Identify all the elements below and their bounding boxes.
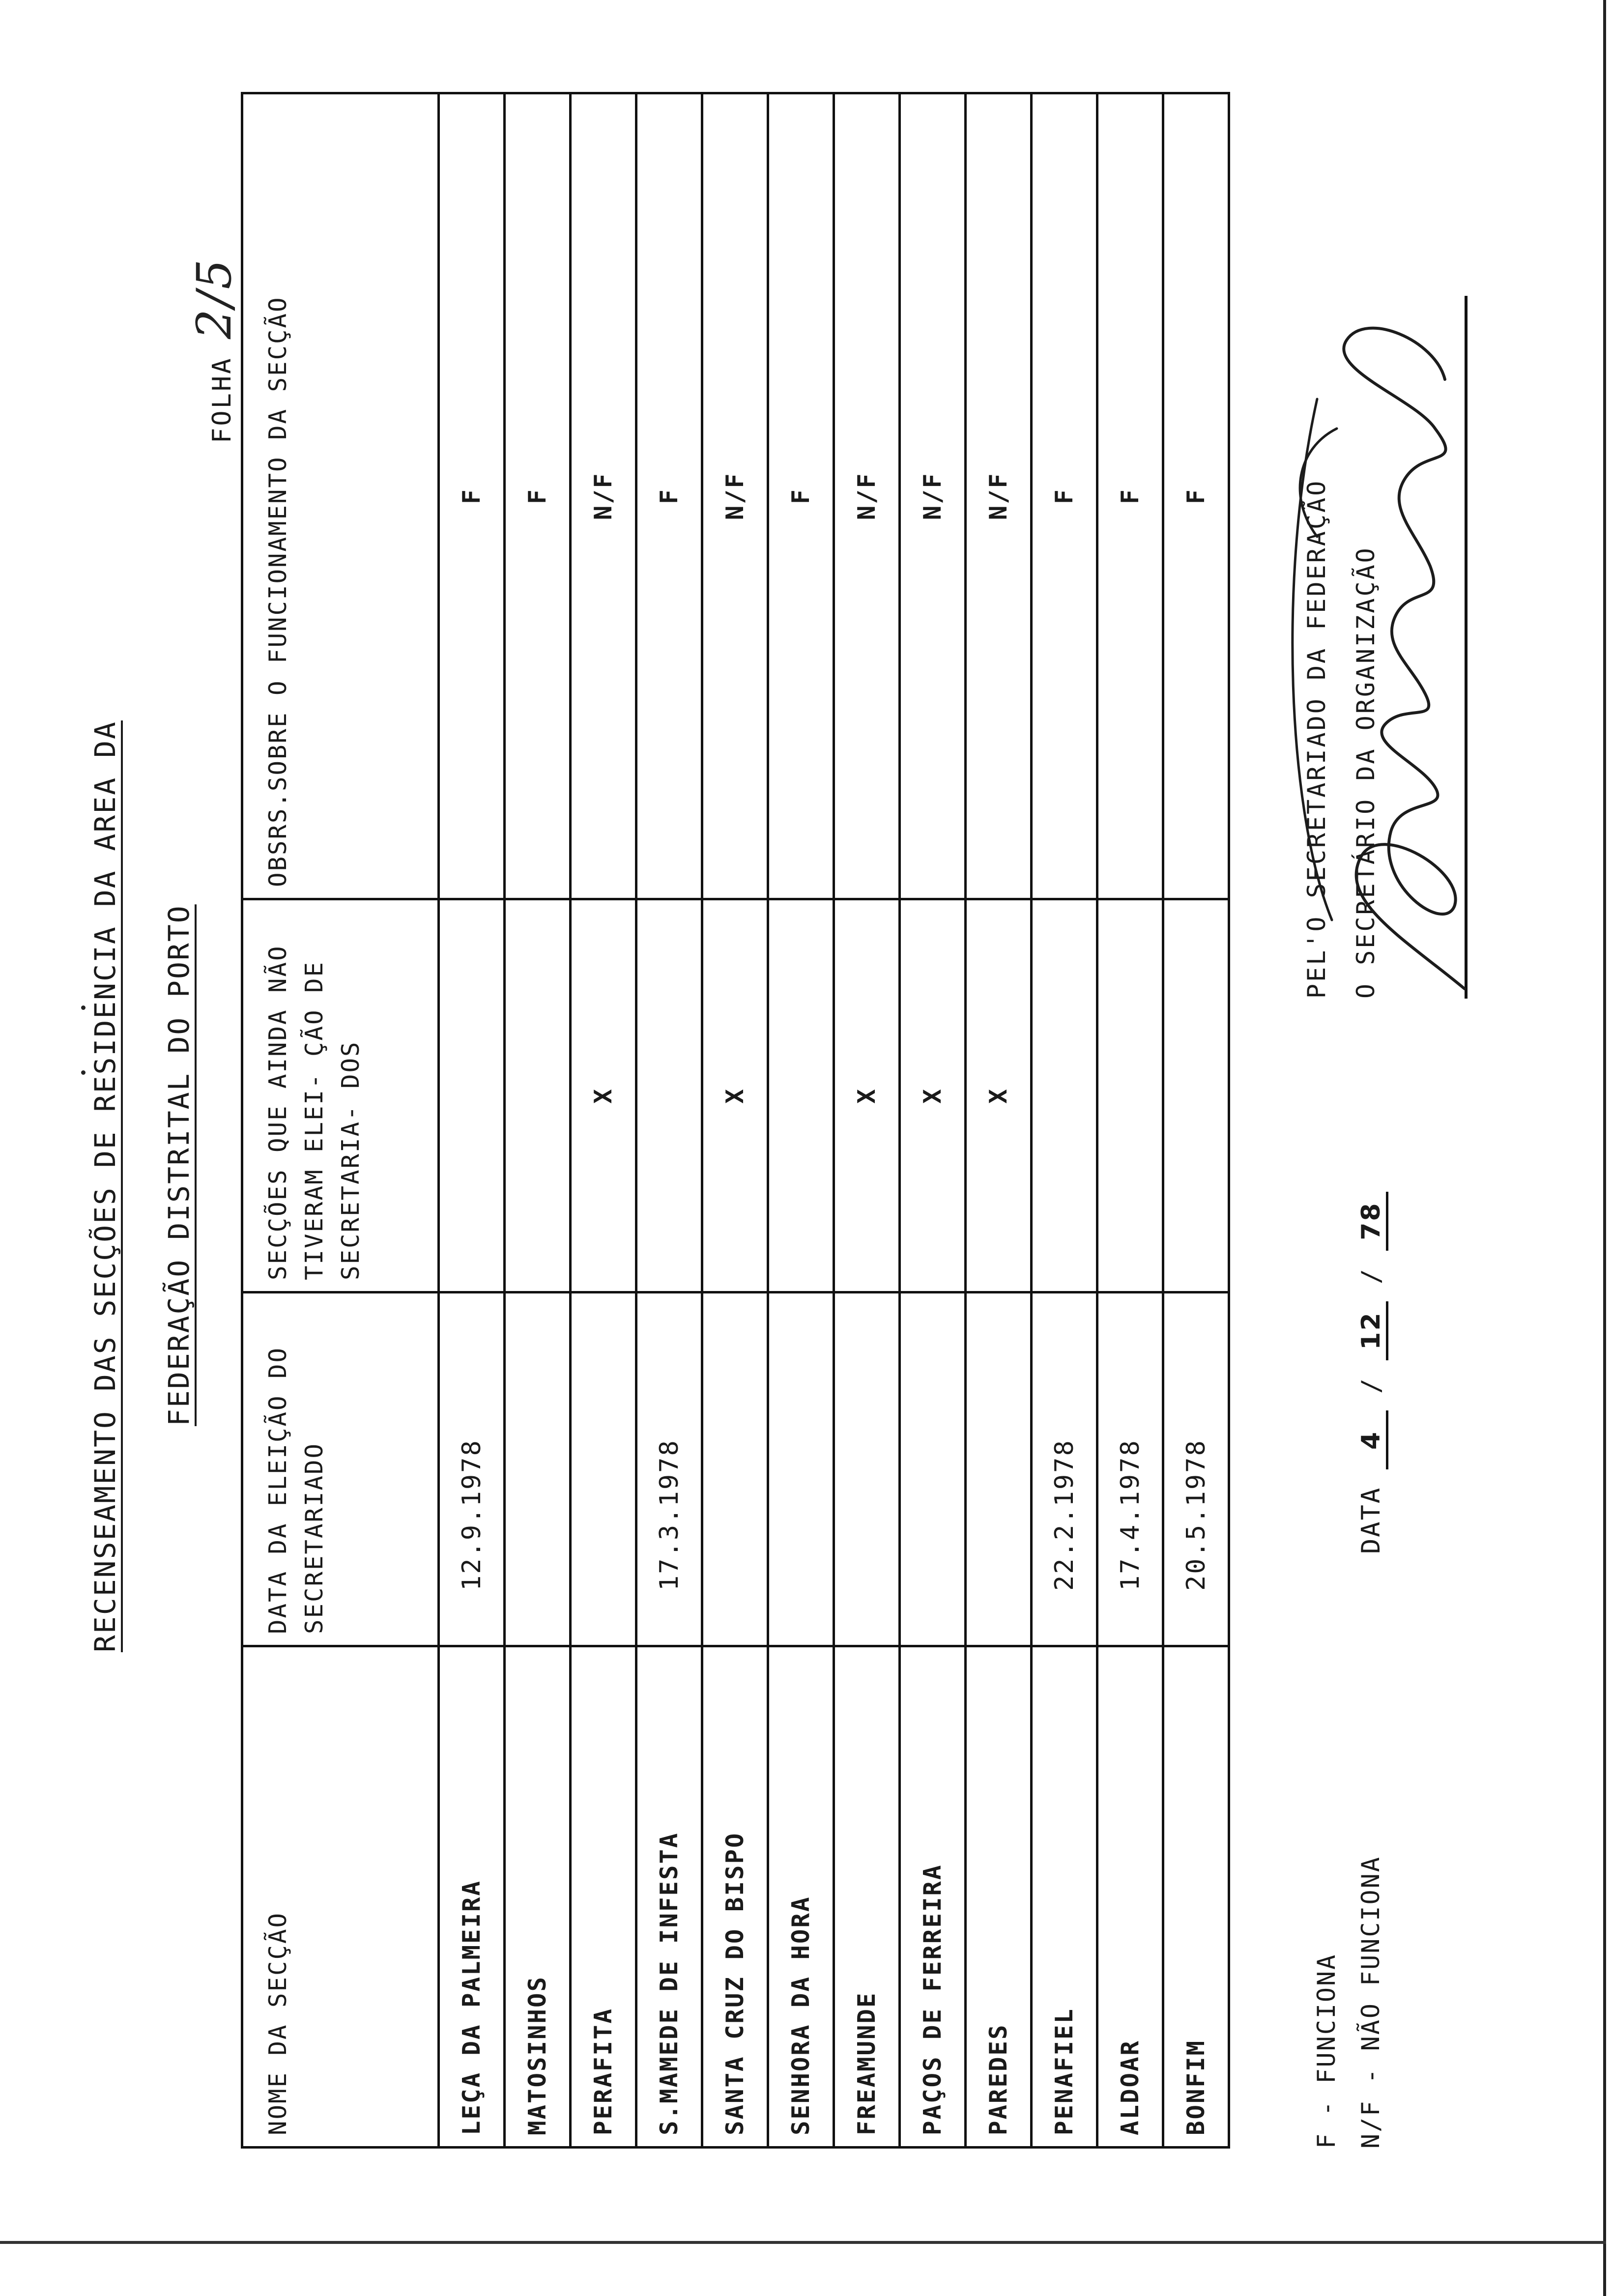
cell-section-name: PERAFITA xyxy=(571,1646,636,2148)
sections-table xyxy=(241,92,1230,2149)
cell-election-date xyxy=(966,1292,1032,1646)
cell-observation: F xyxy=(505,93,571,899)
folha-field xyxy=(187,258,242,443)
cell-section-name: SENHORA DA HORA xyxy=(768,1646,834,2148)
cell-section-name: MATOSINHOS xyxy=(505,1646,571,2148)
cell-no-election-mark xyxy=(1097,899,1163,1292)
cell-no-election-mark xyxy=(636,899,702,1292)
table-row xyxy=(439,93,505,2148)
cell-observation: N/F xyxy=(702,93,768,899)
cell-election-date: 17.3.1978 xyxy=(636,1292,702,1646)
date-day: 4 xyxy=(1356,1410,1388,1469)
cell-section-name: LEÇA DA PALMEIRA xyxy=(439,1646,505,2148)
cell-observation: F xyxy=(1097,93,1163,899)
cell-observation: N/F xyxy=(834,93,900,899)
handwritten-signature xyxy=(1258,281,1494,1018)
cell-section-name: S.MAMEDE DE INFESTA xyxy=(636,1646,702,2148)
table-header-row xyxy=(242,93,439,2148)
column-header-no-election: SECÇÕES QUE AINDA NÃO TIVERAM ELEI- ÇÃO DE SECRETARIA- DOS xyxy=(242,899,439,1292)
cell-election-date: 12.9.1978 xyxy=(439,1292,505,1646)
cell-section-name: BONFIM xyxy=(1163,1646,1229,2148)
cell-observation: N/F xyxy=(571,93,636,899)
cell-observation: F xyxy=(439,93,505,899)
cell-section-name: ALDOAR xyxy=(1097,1646,1163,2148)
table-row xyxy=(636,93,702,2148)
cell-section-name: PAREDES xyxy=(966,1646,1032,2148)
folha-label: FOLHA xyxy=(207,356,237,443)
cell-no-election-mark xyxy=(505,899,571,1292)
cell-observation: F xyxy=(636,93,702,899)
column-header-name: NOME DA SECÇÃO xyxy=(242,1646,439,2148)
table-row xyxy=(505,93,571,2148)
cell-election-date: 22.2.1978 xyxy=(1032,1292,1097,1646)
cell-no-election-mark xyxy=(1032,899,1097,1292)
title-line-2: FEDERAÇÃO DISTRITAL DO PORTO xyxy=(162,904,196,1426)
cell-election-date xyxy=(571,1292,636,1646)
cell-no-election-mark: X xyxy=(571,899,636,1292)
column-header-observations: OBSRS.SOBRE O FUNCIONAMENTO DA SECÇÃO xyxy=(242,93,439,899)
table-row xyxy=(900,93,966,2148)
cell-section-name: FREAMUNDE xyxy=(834,1646,900,2148)
folha-number: 2/5 xyxy=(187,257,242,340)
cell-election-date: 17.4.1978 xyxy=(1097,1292,1163,1646)
cell-no-election-mark xyxy=(439,899,505,1292)
cell-observation: N/F xyxy=(966,93,1032,899)
cell-section-name: PAÇOS DE FERREIRA xyxy=(900,1646,966,2148)
cell-no-election-mark: X xyxy=(702,899,768,1292)
date-month: 12 xyxy=(1356,1301,1388,1360)
table-row xyxy=(702,93,768,2148)
table-row xyxy=(966,93,1032,2148)
table-row xyxy=(834,93,900,2148)
legend-funciona: F - FUNCIONA xyxy=(1312,1953,1341,2149)
signature-line-2: O SECRETÁRIO DA ORGANIZAÇÃO xyxy=(1352,546,1380,999)
cell-election-date: 20.5.1978 xyxy=(1163,1292,1229,1646)
table-row xyxy=(571,93,636,2148)
table-row xyxy=(1163,93,1229,2148)
legend-nao-funciona: N/F - NÃO FUNCIONA xyxy=(1356,1856,1385,2149)
table-row xyxy=(768,93,834,2148)
cell-election-date xyxy=(702,1292,768,1646)
cell-election-date xyxy=(505,1292,571,1646)
cell-section-name: SANTA CRUZ DO BISPO xyxy=(702,1646,768,2148)
cell-no-election-mark: X xyxy=(834,899,900,1292)
table-body xyxy=(439,93,1229,2148)
title-line-1: RECENSEAMENTO DAS SECÇÕES DE RESIDENCIA DA AREA DA xyxy=(88,720,122,1652)
cell-election-date xyxy=(834,1292,900,1646)
cell-no-election-mark xyxy=(1163,899,1229,1292)
column-header-date: DATA DA ELEIÇÃO DO SECRETARIADO xyxy=(242,1292,439,1646)
cell-no-election-mark: X xyxy=(966,899,1032,1292)
cell-observation: F xyxy=(1032,93,1097,899)
table-row xyxy=(1097,93,1163,2148)
cell-election-date xyxy=(900,1292,966,1646)
date-label: DATA xyxy=(1356,1486,1386,1554)
cell-observation: N/F xyxy=(900,93,966,899)
signature-line-1: PEL'O SECRETARIADO DA FEDERAÇÃO xyxy=(1302,479,1331,999)
table-row xyxy=(1032,93,1097,2148)
cell-observation: F xyxy=(1163,93,1229,899)
cell-election-date xyxy=(768,1292,834,1646)
date-year: 78 xyxy=(1356,1192,1388,1251)
date-field: DATA 4 / 12 / 78 xyxy=(1356,1192,1388,1554)
cell-no-election-mark xyxy=(768,899,834,1292)
cell-observation: F xyxy=(768,93,834,899)
cell-no-election-mark: X xyxy=(900,899,966,1292)
cell-section-name: PENAFIEL xyxy=(1032,1646,1097,2148)
